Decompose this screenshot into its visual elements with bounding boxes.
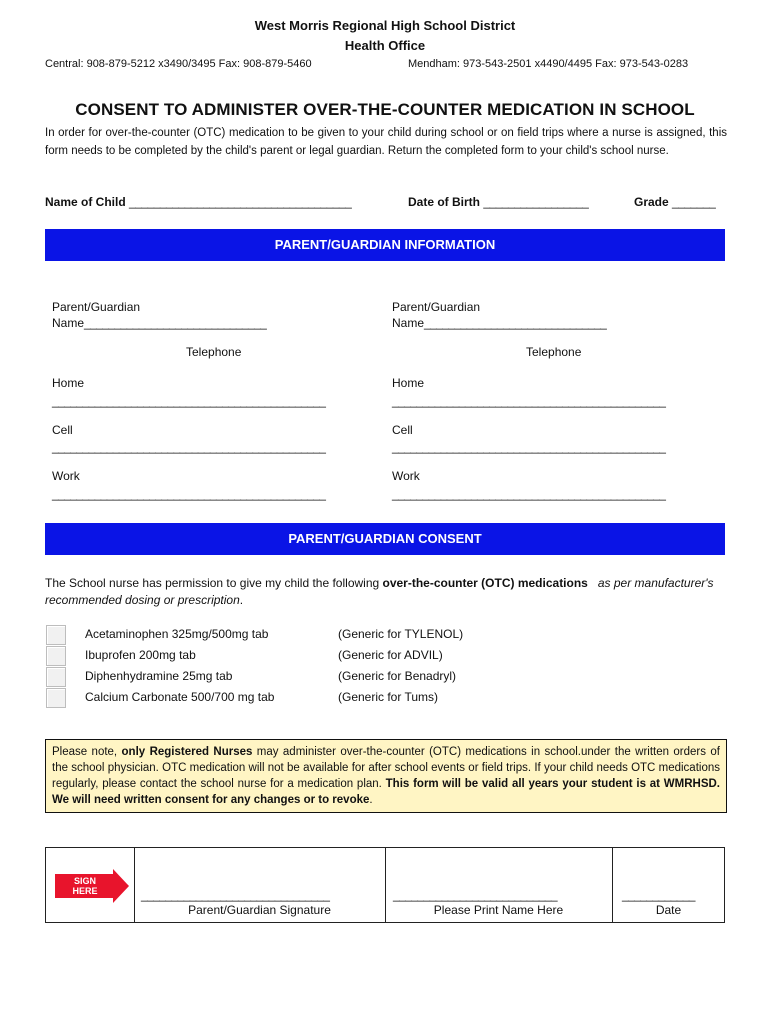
diphenhydramine-checkbox[interactable] <box>46 667 66 687</box>
medication-generic: (Generic for Benadryl) <box>338 669 457 683</box>
ibuprofen-checkbox[interactable] <box>46 646 66 666</box>
guardian2-work-label: Work <box>392 469 420 483</box>
guardian2-cell-label: Cell <box>392 423 413 437</box>
medication-generic: (Generic for TYLENOL) <box>338 627 464 641</box>
guardian1-cell-label: Cell <box>52 423 73 437</box>
dob-label: Date of Birth _________________ <box>408 195 589 209</box>
guardian1-home-field[interactable]: _____________________________________________ <box>52 394 326 408</box>
section-guardian-consent: PARENT/GUARDIAN CONSENT <box>45 523 725 555</box>
guardian1-telephone-label: Telephone <box>186 345 242 359</box>
intro-paragraph: In order for over-the-counter (OTC) medication to be given to your child during school or on field trips where a nurse is assigned, this form needs to be completed by the child's parent or legal guardian. Return the completed form to your child's school nurse. <box>45 127 727 157</box>
guardian2-telephone-label: Telephone <box>526 345 582 359</box>
guardian2-name: Name______________________________ <box>392 316 607 330</box>
grade-label: Grade _______ <box>634 195 716 209</box>
guardian1-cell-field[interactable]: _____________________________________________ <box>52 440 326 454</box>
print-name-field[interactable]: ___________________________ <box>393 888 557 902</box>
signature-label: Parent/Guardian Signature <box>188 903 331 917</box>
district-name: West Morris Regional High School District <box>254 18 516 33</box>
medication-name: Diphenhydramine 25mg tab <box>85 669 233 683</box>
guardian2-home-label: Home <box>392 376 425 390</box>
registered-nurse-note: Please note, only Registered Nurses may administer over-the-counter (OTC) medications in school.under the written orders of the school physician. OTC medication will not be available for after school events or field trips. If your child needs OTC medications regularly, please contact the school nurse for a medication plan. This form will be valid all years your student is at WMRHSD. We will need written consent for any changes or to revoke. <box>45 739 727 813</box>
medication-name: Acetaminophen 325mg/500mg tab <box>85 627 269 641</box>
central-contact: Central: 908-879-5212 x3490/3495 Fax: 908-879-5460 <box>45 58 312 70</box>
mendham-contact: Mendham: 973-543-2501 x4490/4495 Fax: 973-543-0283 <box>408 58 689 70</box>
guardian2-cell-field[interactable]: _____________________________________________ <box>392 440 666 454</box>
date-label: Date <box>655 903 682 917</box>
office-name: Health Office <box>344 38 426 53</box>
section-guardian-info: PARENT/GUARDIAN INFORMATION <box>45 229 725 261</box>
guardian2-home-field[interactable]: _____________________________________________ <box>392 394 666 408</box>
medication-generic: (Generic for Tums) <box>338 690 439 704</box>
dob-field[interactable]: _________________ <box>483 195 589 209</box>
calcium-carbonate-checkbox[interactable] <box>46 688 66 708</box>
sign-here-text: SIGN <box>73 876 97 886</box>
child-name-label: Name of Child ____________________________________ <box>45 195 352 209</box>
guardian1-home-label: Home <box>52 376 85 390</box>
guardian1-work-field[interactable]: _____________________________________________ <box>52 487 326 501</box>
acetaminophen-checkbox[interactable] <box>46 625 66 645</box>
guardian1-label: Parent/Guardian <box>52 300 141 314</box>
child-name-field[interactable]: ____________________________________ <box>129 195 352 209</box>
guardian1-work-label: Work <box>52 469 80 483</box>
guardian2-name-field[interactable]: ______________________________ <box>424 316 607 330</box>
sign-here-text: HERE <box>72 886 98 896</box>
grade-field[interactable]: _______ <box>672 195 716 209</box>
medication-name: Ibuprofen 200mg tab <box>85 648 196 662</box>
signature-field[interactable]: _______________________________ <box>141 888 330 902</box>
form-title: CONSENT TO ADMINISTER OVER-THE-COUNTER MEDICATION IN SCHOOL <box>75 100 695 119</box>
sign-here-arrow-icon <box>55 869 129 903</box>
medication-name: Calcium Carbonate 500/700 mg tab <box>85 690 275 704</box>
date-field[interactable]: ____________ <box>622 888 695 902</box>
medication-generic: (Generic for ADVIL) <box>338 648 443 662</box>
guardian2-label: Parent/Guardian <box>392 300 481 314</box>
guardian1-name: Name______________________________ <box>52 316 267 330</box>
guardian1-name-field[interactable]: ______________________________ <box>84 316 267 330</box>
print-name-label: Please Print Name Here <box>433 903 564 917</box>
guardian2-work-field[interactable]: _____________________________________________ <box>392 487 666 501</box>
consent-statement: The School nurse has permission to give my child the following over-the-counter (OTC) medications as per manufacturer's recommended dosing or prescription. <box>45 576 714 607</box>
